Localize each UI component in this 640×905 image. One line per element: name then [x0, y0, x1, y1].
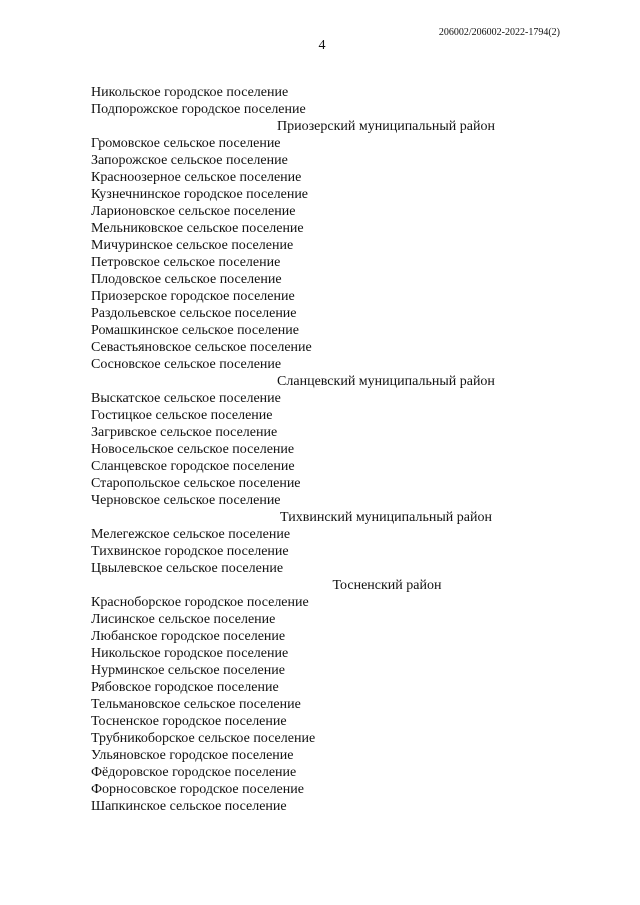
list-item: Черновское сельское поселение [91, 493, 281, 508]
list-item: Новосельское сельское поселение [91, 442, 295, 457]
list-item: Красноозерное сельское поселение [91, 170, 302, 185]
list-item: Тосненское городское поселение [91, 714, 287, 729]
list-item: Сосновское сельское поселение [91, 357, 282, 372]
district-heading-slantsevsky: Сланцевский муниципальный район [277, 374, 495, 389]
list-item: Мельниковское сельское поселение [91, 221, 304, 236]
list-item: Фёдоровское городское поселение [91, 765, 297, 780]
list-item: Загривское сельское поселение [91, 425, 278, 440]
list-item: Ульяновское городское поселение [91, 748, 294, 763]
list-item: Подпорожское городское поселение [91, 102, 306, 117]
list-item: Мелегежское сельское поселение [91, 527, 291, 542]
list-item: Нурминское сельское поселение [91, 663, 285, 678]
list-item: Ромашкинское сельское поселение [91, 323, 299, 338]
list-item: Севастьяновское сельское поселение [91, 340, 312, 355]
list-item: Громовское сельское поселение [91, 136, 281, 151]
list-item: Трубникоборское сельское поселение [91, 731, 316, 746]
list-item: Тельмановское сельское поселение [91, 697, 301, 712]
list-item: Тихвинское городское поселение [91, 544, 289, 559]
list-item: Старопольское сельское поселение [91, 476, 301, 491]
list-item: Цвылевское сельское поселение [91, 561, 284, 576]
list-item: Сланцевское городское поселение [91, 459, 295, 474]
district-heading-tosnensky: Тосненский район [332, 578, 442, 593]
district-heading-tikhvinsky: Тихвинский муниципальный район [280, 510, 492, 525]
list-item: Петровское сельское поселение [91, 255, 281, 270]
document-id: 206002/206002-2022-1794(2) [438, 27, 560, 38]
list-item: Рябовское городское поселение [91, 680, 279, 695]
list-item: Любанское городское поселение [91, 629, 286, 644]
list-item: Никольское городское поселение [91, 85, 289, 100]
list-item: Приозерское городское поселение [91, 289, 295, 304]
list-item: Никольское городское поселение [91, 646, 289, 661]
list-item: Выскатское сельское поселение [91, 391, 281, 406]
list-item: Ларионовское сельское поселение [91, 204, 296, 219]
list-item: Красноборское городское поселение [91, 595, 309, 610]
list-item: Мичуринское сельское поселение [91, 238, 294, 253]
list-item: Запорожское сельское поселение [91, 153, 288, 168]
page-number: 4 [318, 38, 326, 53]
list-item: Кузнечнинское городское поселение [91, 187, 309, 202]
district-heading-priozersky: Приозерский муниципальный район [277, 119, 495, 134]
list-item: Раздольевское сельское поселение [91, 306, 297, 321]
settlement-list [91, 84, 561, 815]
list-item: Шапкинское сельское поселение [91, 799, 287, 814]
list-item: Гостицкое сельское поселение [91, 408, 273, 423]
list-item: Плодовское сельское поселение [91, 272, 282, 287]
list-item: Лисинское сельское поселение [91, 612, 276, 627]
list-item: Форносовское городское поселение [91, 782, 304, 797]
